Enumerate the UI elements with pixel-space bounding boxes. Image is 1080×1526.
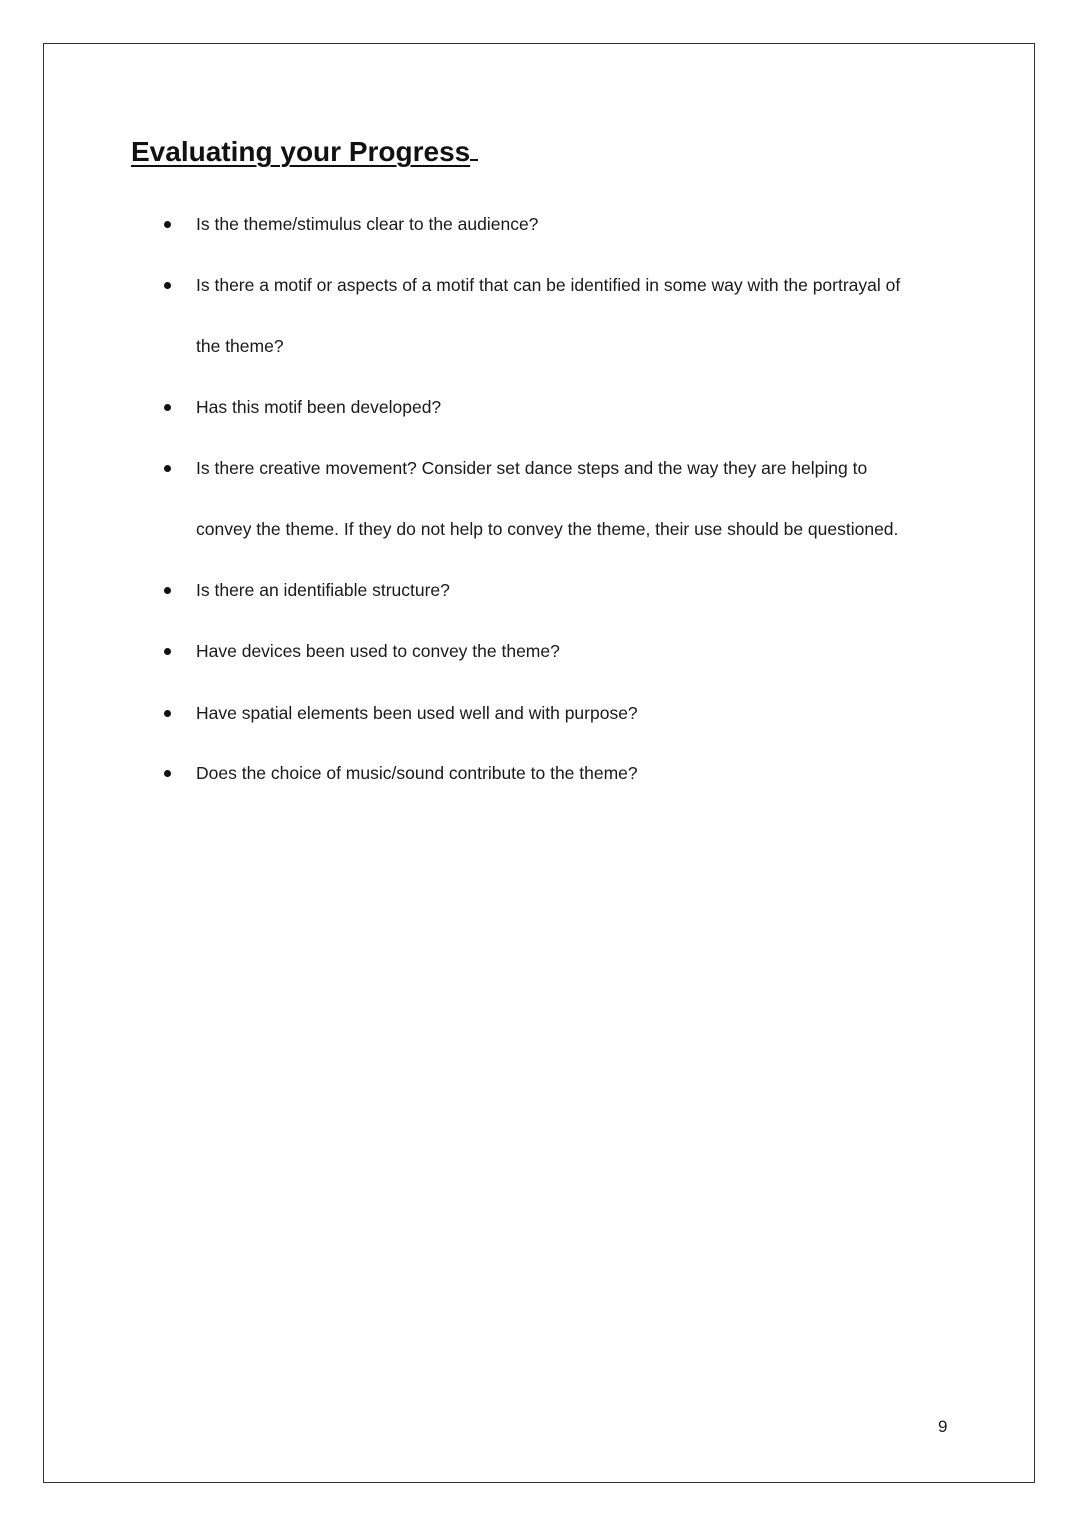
- bullet-icon: [164, 710, 171, 717]
- bullet-icon: [164, 648, 171, 655]
- question-text-continued: the theme?: [196, 336, 284, 356]
- question-text: Is there an identifiable structure?: [196, 580, 450, 600]
- question-text: Does the choice of music/sound contribute to the theme?: [196, 763, 638, 783]
- bullet-icon: [164, 221, 171, 228]
- bullet-icon: [164, 282, 171, 289]
- bullet-icon: [164, 465, 171, 472]
- page-title: [131, 133, 478, 171]
- bullet-icon: [164, 587, 171, 594]
- page-number: 9: [938, 1417, 948, 1436]
- question-text: Is the theme/stimulus clear to the audience?: [196, 214, 539, 234]
- bullet-icon: [164, 770, 171, 777]
- question-text-continued: convey the theme. If they do not help to convey the theme, their use should be questioned.: [196, 519, 899, 539]
- question-text: Is there a motif or aspects of a motif that can be identified in some way with the portrayal of: [196, 275, 901, 295]
- page-title-text: Evaluating your Progress: [131, 136, 471, 167]
- question-text: Have devices been used to convey the theme?: [196, 641, 560, 661]
- title-underline-trail: [470, 133, 478, 161]
- question-text: Has this motif been developed?: [196, 397, 442, 417]
- question-text: Have spatial elements been used well and with purpose?: [196, 703, 638, 723]
- bullet-icon: [164, 404, 171, 411]
- question-text: Is there creative movement? Consider set dance steps and the way they are helping to: [196, 458, 868, 478]
